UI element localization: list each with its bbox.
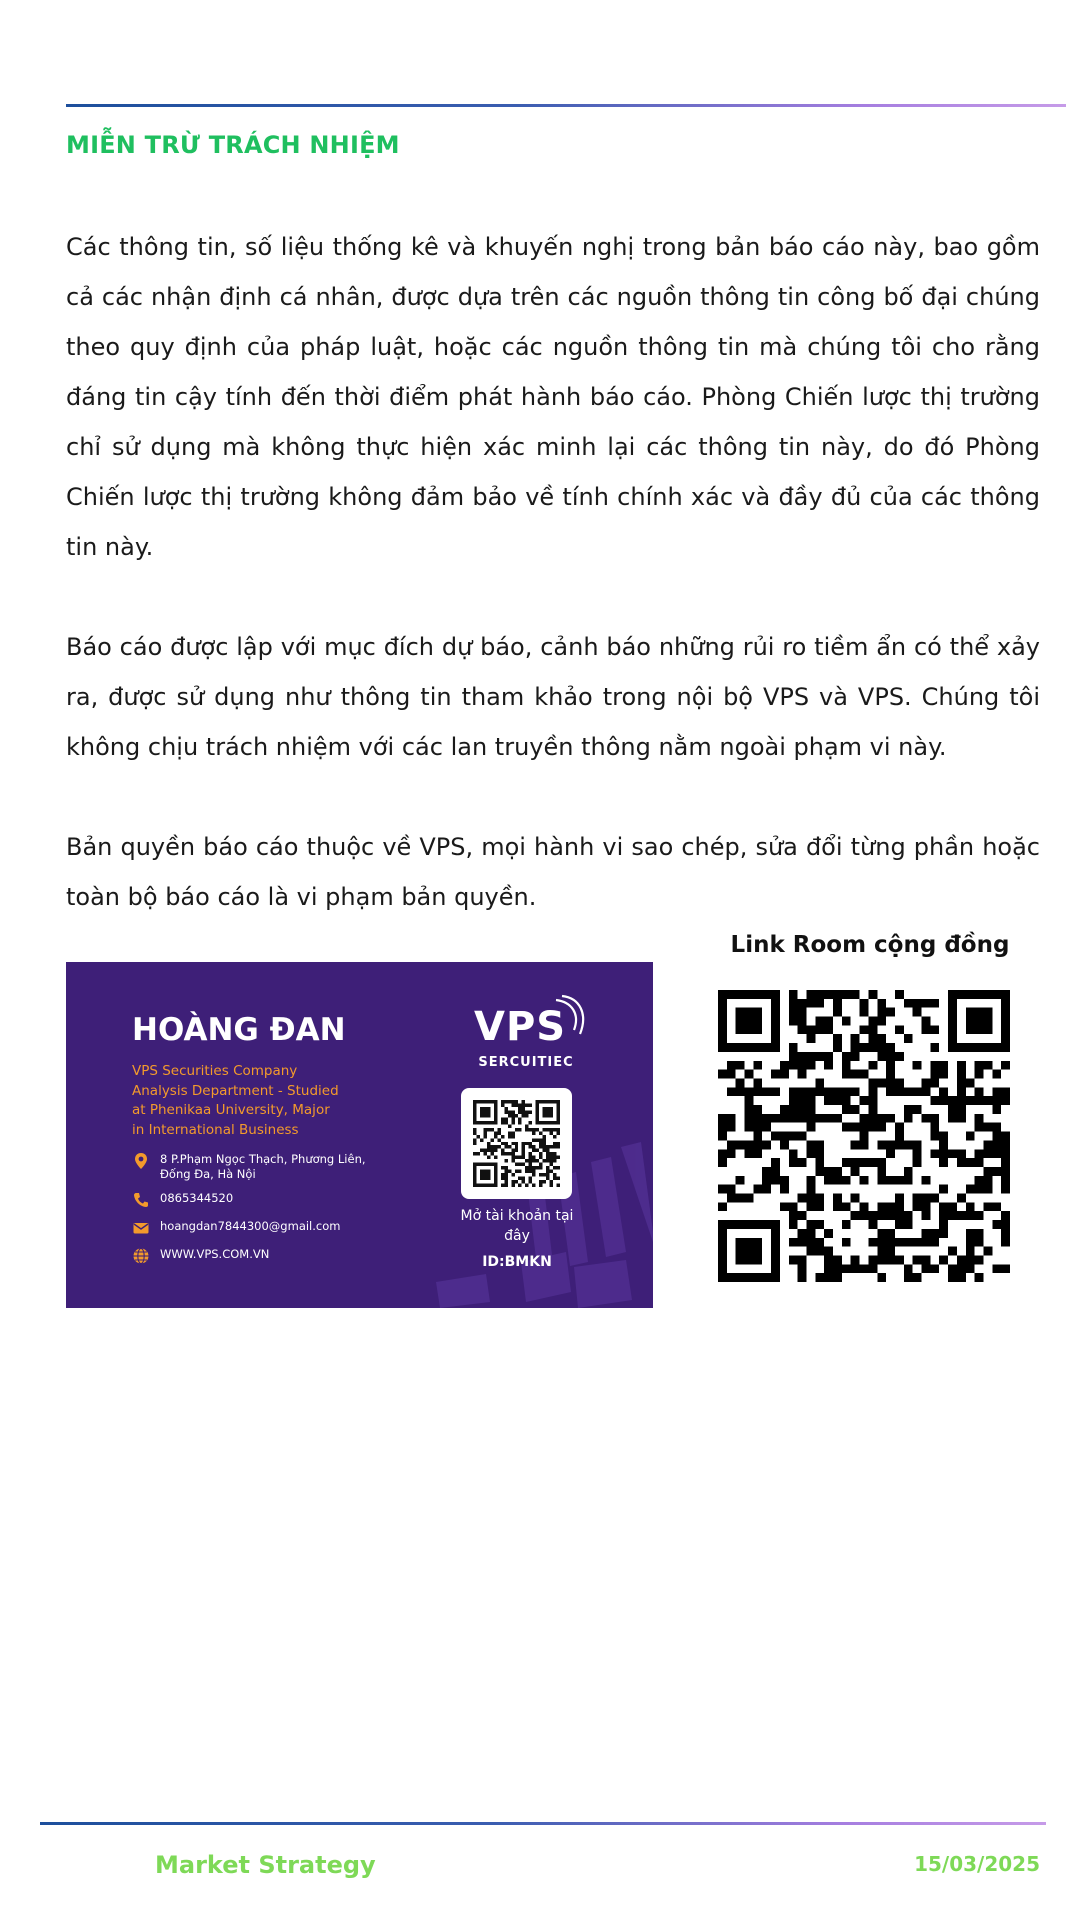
card-phone-row: [132, 1191, 233, 1209]
card-open-account-text: [442, 1206, 592, 1246]
card-person-name: HOÀNG ĐAN: [132, 1012, 346, 1048]
disclaimer-paragraph-1: Các thông tin, số liệu thống kê và khuyến nghị trong bản báo cáo này, bao gồm cả các nhận định cá nhân, được dựa trên các nguồn thông tin công bố đại chúng theo quy định của pháp luật, hoặc các nguồn thông tin mà chúng tôi cho rằng đáng tin cậy tính đến thời điểm phát hành báo cáo. Phòng Chiến lược thị trường chỉ sử dụng mà không thực hiện xác minh lại các thông tin này, do đó Phòng Chiến lược thị trường không đảm bảo về tính chính xác và đầy đủ của các thông tin này.: [66, 233, 1040, 561]
vps-logo: VPS: [474, 1004, 567, 1050]
card-open-account-line: đây: [504, 1228, 530, 1244]
section-heading: MIỄN TRỪ TRÁCH NHIỆM: [66, 131, 400, 159]
community-qr-code[interactable]: [718, 990, 1010, 1282]
card-address-row: [132, 1152, 366, 1182]
card-address-line: 8 P.Phạm Ngọc Thạch, Phương Liên,: [160, 1152, 366, 1166]
card-website-row: [132, 1247, 269, 1265]
card-subtitle-line: VPS Securities Company: [132, 1063, 298, 1079]
card-phone[interactable]: 0865344520: [160, 1191, 234, 1205]
card-website[interactable]: WWW.VPS.COM.VN: [160, 1247, 270, 1261]
card-subtitle-line: in International Business: [132, 1121, 299, 1138]
card-qr-frame: [461, 1088, 572, 1199]
footer-report-name: Market Strategy: [155, 1851, 376, 1879]
card-open-account-line: Mở tài khoản tại: [460, 1208, 574, 1224]
card-referral-id: ID:BMKN: [482, 1254, 552, 1270]
footer-date: 15/03/2025: [914, 1852, 1040, 1876]
disclaimer-paragraph-3: Bản quyền báo cáo thuộc về VPS, mọi hành vi sao chép, sửa đổi từng phần hoặc toàn bộ báo cáo là vi phạm bản quyền.: [66, 833, 1040, 911]
phone-icon: [132, 1191, 150, 1209]
vps-logo-subtitle: SERCUITIEC: [478, 1055, 574, 1070]
card-subtitle: [132, 1062, 392, 1140]
business-card: [66, 962, 653, 1308]
card-address-line: Đống Đa, Hà Nội: [160, 1167, 256, 1181]
bottom-divider: [40, 1822, 1046, 1825]
qr-caption: Link Room cộng đồng: [730, 932, 1010, 958]
qr-code-icon[interactable]: [473, 1100, 560, 1187]
location-pin-icon: [132, 1152, 150, 1170]
mail-icon: [132, 1219, 150, 1237]
vps-logo-swoosh: [550, 994, 590, 1038]
globe-icon: [132, 1247, 150, 1265]
top-divider: [66, 104, 1066, 107]
card-email-row: [132, 1219, 340, 1237]
disclaimer-paragraph-2: Báo cáo được lập với mục đích dự báo, cảnh báo những rủi ro tiềm ẩn có thể xảy ra, được sử dụng như thông tin tham khảo trong nội bộ VPS và VPS. Chúng tôi không chịu trách nhiệm với các lan truyền thông nằm ngoài phạm vi này.: [66, 633, 1040, 761]
card-email[interactable]: hoangdan7844300@gmail.com: [160, 1219, 341, 1233]
card-subtitle-line: Analysis Department - Studied: [132, 1082, 339, 1099]
card-subtitle-line: at Phenikaa University, Major: [132, 1102, 330, 1118]
